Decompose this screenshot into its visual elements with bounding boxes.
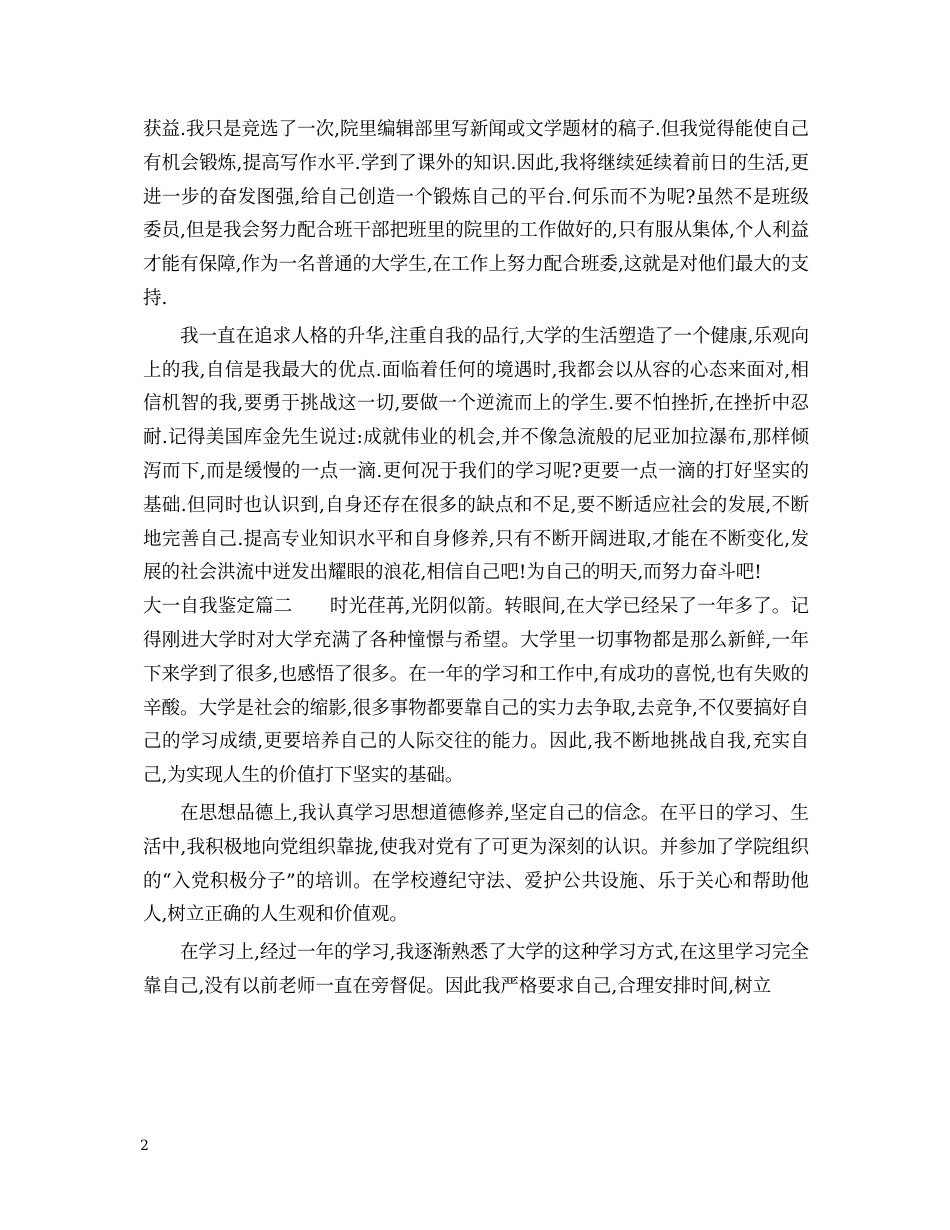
- body-text: [143, 113, 809, 1004]
- paragraph-1: 获益.我只是竞选了一次,院里编辑部里写新闻或文学题材的稿子.但我觉得能使自己有机会锻炼,提高写作水平.学到了课外的知识.因此,我将继续延续着前日的生活,更进一步的奋发图强,给自己创造一个锻炼自己的平台.何乐而不为呢?虽然不是班级委员,但是我会努力配合班干部把班里的院里的工作做好的,只有服从集体,个人利益才能有保障,作为一名普通的大学生,在工作上努力配合班委,这就是对他们最大的支持.: [143, 119, 809, 309]
- paragraph-5: 在学习上,经过一年的学习,我逐渐熟悉了大学的这种学习方式,在这里学习完全靠自己,没有以前老师一直在旁督促。因此我严格要求自己,合理安排时间,树立: [143, 942, 809, 997]
- paragraph-4: 在思想品德上,我认真学习思想道德修养,坚定自己的信念。在平日的学习、生活中,我积极地向党组织靠拢,使我对党有了可更为深刻的认识。并参加了学院组织的“入党积极分子”的培训。在学校遵纪守法、爱护公共设施、乐于关心和帮助他人,树立正确的人生观和价值观。: [143, 802, 809, 926]
- page-number: 2: [140, 1138, 149, 1154]
- paragraph-3: 大一自我鉴定篇二 时光荏苒,光阴似箭。转眼间,在大学已经呆了一年多了。记得刚进大学时对大学充满了各种憧憬与希望。大学里一切事物都是那么新鲜,一年下来学到了很多,也感悟了很多。在一年的学习和工作中,有成功的喜悦,也有失败的辛酸。大学是社会的缩影,很多事物都要靠自己的实力去争取,去竞争,不仅要搞好自己的学习成绩,更要培养自己的人际交往的能力。因此,我不断地挑战自我,充实自己,为实现人生的价值打下坚实的基础。: [143, 596, 809, 787]
- paragraph-2: 我一直在追求人格的升华,注重自我的品行,大学的生活塑造了一个健康,乐观向上的我,自信是我最大的优点.面临着任何的境遇时,我都会以从容的心态来面对,相信机智的我,要勇于挑战这一切,要做一个逆流而上的学生.要不怕挫折,在挫折中忍耐.记得美国库金先生说过:成就伟业的机会,并不像急流般的尼亚加拉瀑布,那样倾泻而下,而是缓慢的一点一滴.更何况于我们的学习呢?更要一点一滴的打好坚实的基础.但同时也认识到,自身还存在很多的缺点和不足,要不断适应社会的发展,不断地完善自己.提高专业知识水平和自身修养,只有不断开阔进取,才能在不断变化,发展的社会洪流中迸发出耀眼的浪花,相信自己吧!为自己的明天,而努力奋斗吧!: [143, 325, 809, 584]
